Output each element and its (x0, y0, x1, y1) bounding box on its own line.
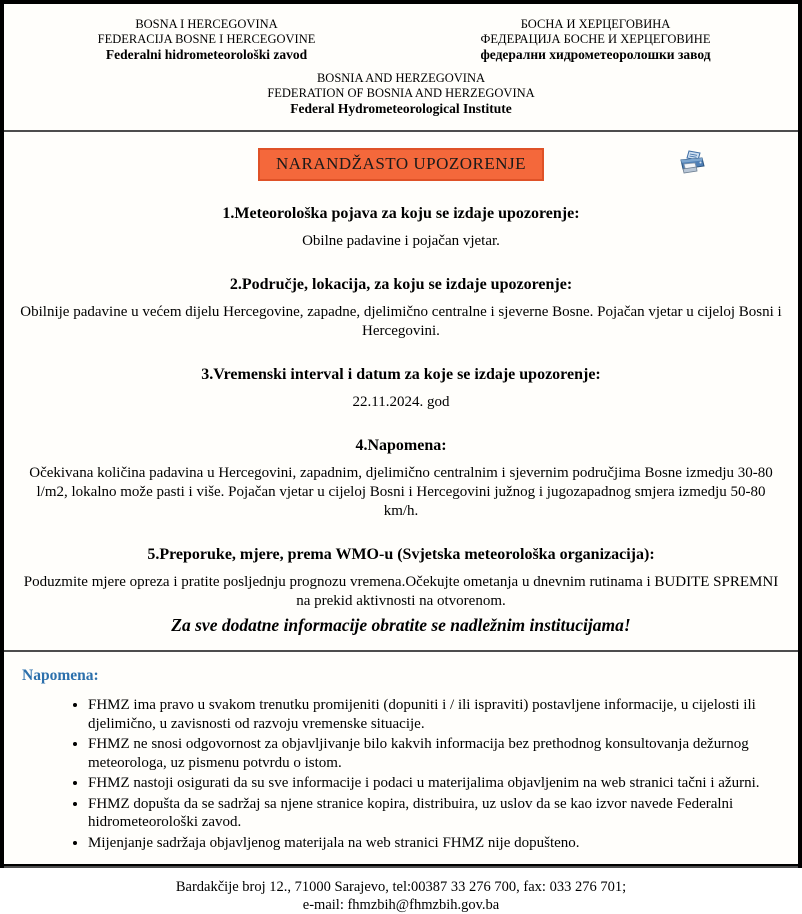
section-recommendations (12, 545, 790, 611)
footer-divider (4, 866, 798, 868)
section-heading: 2.Područje, lokacija, za koju se izdaje upozorenje: (12, 275, 790, 295)
note-list-item: • FHMZ nastoji osigurati da su sve informacije i podaci u materijalima objavljenim na web stranici tačni i ažurni. (88, 774, 765, 793)
section-heading: 3.Vremenski interval i datum za koje se izdaje upozorenje: (12, 365, 790, 385)
section-interval (12, 365, 790, 412)
header-english (12, 71, 790, 116)
note-list-item: • FHMZ ima pravo u svakom trenutku promijeniti (dopuniti i / ili ispraviti) postavljene informacije, u cijelosti ili djelimično, u zavisnosti od razvoju vremenske situacije. (88, 696, 765, 733)
header (12, 4, 790, 62)
note-divider (4, 650, 798, 652)
header-bosnian (12, 17, 401, 62)
header-cyrillic (401, 17, 790, 62)
org-name-line: BOSNA I HERCEGOVINA (12, 17, 401, 32)
footer-contact (12, 879, 790, 914)
section-body: Obilne padavine i pojačan vjetar. (14, 232, 788, 251)
section-heading: 4.Napomena: (12, 436, 790, 456)
org-name-line: BOSNIA AND HERZEGOVINA (12, 71, 790, 86)
warning-level-badge: NARANDŽASTO UPOZORENJE (258, 148, 544, 181)
org-name-line: ФЕДЕРАЦИЈА БОСНЕ И ХЕРЦЕГОВИНЕ (401, 32, 790, 47)
org-name-line: БОСНА И ХЕРЦЕГОВИНА (401, 17, 790, 32)
contact-authorities-emphasis: Za sve dodatne informacije obratite se nadležnim institucijama! (12, 614, 790, 636)
footer-address-line: Bardakčije broj 12., 71000 Sarajevo, tel:00387 33 276 700, fax: 033 276 701; (12, 879, 790, 897)
section-area (12, 275, 790, 341)
note-list (12, 696, 765, 852)
section-heading: 5.Preporuke, mjere, prema WMO-u (Svjetska meteorološka organizacija): (12, 545, 790, 565)
section-phenomenon (12, 204, 790, 251)
section-body: Očekivana količina padavina u Hercegovini, zapadnim, djelimično centralnim i sjevernim područjima Bosne izmedju 30-80 l/m2, lokalno može pasti i više. Pojačan vjetar u cijeloj Bosni i Hercegovini južnog i jugozapadnog smjera izmedju 50-80 km/h. (22, 464, 780, 521)
warning-row (12, 148, 790, 180)
note-list-item: • FHMZ dopušta da se sadržaj sa njene stranice kopira, distribuira, uz uslov da se kao izvor navede Federalni hidrometeorološki zavod. (88, 795, 765, 832)
org-name-line: Federal Hydrometeorological Institute (12, 101, 790, 116)
printer-icon[interactable] (678, 150, 706, 176)
note-title: Napomena: (22, 667, 790, 685)
note-list-item: • Mijenjanje sadržaja objavljenog materijala na web stranici FHMZ nije dopušteno. (88, 834, 765, 853)
section-body: 22.11.2024. god (14, 393, 788, 412)
section-body: Obilnije padavine u većem dijelu Hercegovine, zapadne, djelimično centralne i sjeverne Bosne. Pojačan vjetar u cijeloj Bosni i Hercegovini. (14, 303, 788, 341)
org-name-line: федерални хидрометеоролошки завод (401, 47, 790, 62)
section-heading: 1.Meteorološka pojava za koju se izdaje upozorenje: (12, 204, 790, 224)
section-remark (12, 436, 790, 521)
section-body: Poduzmite mjere opreza i pratite posljednju prognozu vremena.Očekujte ometanja u dnevnim rutinama i BUDITE SPREMNI na prekid aktivnosti na otvorenom. (22, 573, 780, 611)
org-name-line: Federalni hidrometeorološki zavod (12, 47, 401, 62)
note-list-item: • FHMZ ne snosi odgovornost za objavljivanje bilo kakvih informacija bez prethodnog konsultovanja dežurnog meteorologa, uz pismenu potvrdu o istom. (88, 735, 765, 772)
org-name-line: FEDERATION OF BOSNIA AND HERZEGOVINA (12, 86, 790, 101)
org-name-line: FEDERACIJA BOSNE I HERCEGOVINE (12, 32, 401, 47)
footer-email-line: e-mail: fhmzbih@fhmzbih.gov.ba (12, 897, 790, 914)
header-divider (4, 130, 798, 132)
